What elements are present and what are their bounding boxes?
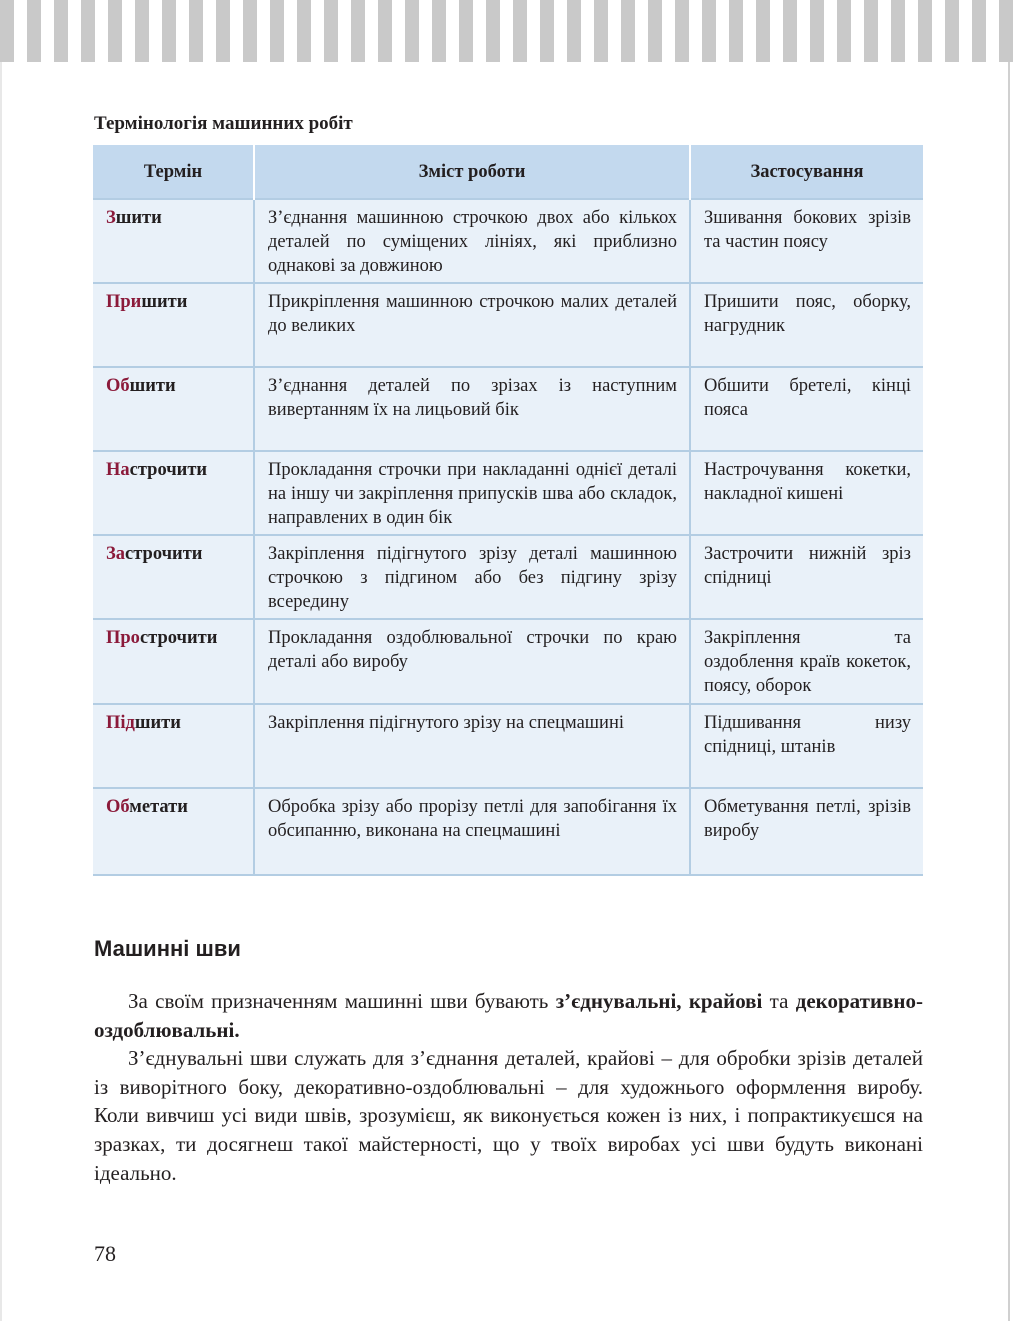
term-rest: строчити bbox=[139, 628, 218, 648]
term-rest: шити bbox=[129, 376, 176, 396]
page-edge-right bbox=[1008, 62, 1010, 1321]
term-prefix: На bbox=[106, 460, 130, 480]
term-prefix: Об bbox=[106, 376, 130, 396]
term-cell bbox=[93, 535, 254, 619]
table-row bbox=[93, 535, 923, 619]
page-number: 78 bbox=[94, 1241, 116, 1266]
application-cell: Зшивання бокових зрізів та частин поясу bbox=[690, 199, 923, 283]
description-cell: Закріплення підігнутого зрізу на спецмашині bbox=[254, 704, 690, 788]
bold-term: декоративно-оздоблювальні. bbox=[94, 989, 923, 1042]
paragraph-text: За своїм призначенням машинні шви бувають bbox=[128, 989, 556, 1013]
application-cell: Застрочити нижній зріз спідниці bbox=[690, 535, 923, 619]
description-cell: Закріплення підігнутого зрізу деталі машинною строчкою з підгином або без підгину зрізу всередину bbox=[254, 535, 690, 619]
table-row bbox=[93, 704, 923, 788]
application-cell: Обметування петлі, зрізів виробу bbox=[690, 788, 923, 875]
application-cell: Обшити бретелі, кінці пояса bbox=[690, 367, 923, 451]
header-application: Застосування bbox=[690, 145, 923, 199]
application-cell: Пришити пояс, оборку, нагрудник bbox=[690, 283, 923, 367]
term-cell bbox=[93, 619, 254, 704]
term-cell bbox=[93, 283, 254, 367]
term-prefix: Під bbox=[106, 713, 135, 733]
term-prefix: При bbox=[106, 292, 142, 312]
section-heading: Машинні шви bbox=[94, 936, 241, 961]
application-cell: Підшивання низу спідниці, штанів bbox=[690, 704, 923, 788]
description-cell: З’єднання деталей по зрізах із наступним вивертанням їх на лицьовий бік bbox=[254, 367, 690, 451]
paragraph-text: та bbox=[762, 989, 796, 1013]
term-prefix: Про bbox=[106, 628, 140, 648]
term-rest: шити bbox=[141, 292, 188, 312]
application-cell: Настрочування кокетки, накладної кишені bbox=[690, 451, 923, 535]
table-row bbox=[93, 451, 923, 535]
bold-term: з’єднувальні, крайові bbox=[555, 989, 763, 1013]
header-term: Термін bbox=[93, 145, 254, 199]
term-rest: метати bbox=[129, 797, 188, 817]
description-cell: З’єднання машинною строчкою двох або кількох деталей по суміщених лініях, які приблизно однакові за довжиною bbox=[254, 199, 690, 283]
application-cell: Закріплення та оздоблення країв кокеток, поясу, оборок bbox=[690, 619, 923, 704]
table-row bbox=[93, 788, 923, 875]
term-prefix: З bbox=[106, 208, 116, 228]
term-cell bbox=[93, 367, 254, 451]
table-row bbox=[93, 367, 923, 451]
term-rest: шити bbox=[134, 713, 181, 733]
description-cell: Прикріплення машинною строчкою малих деталей до великих bbox=[254, 283, 690, 367]
decorative-top-border bbox=[0, 0, 1014, 62]
term-prefix: За bbox=[106, 544, 126, 564]
paragraph: З’єднувальні шви служать для з’єднання деталей, крайові – для обробки зрізів деталей із виворітного боку, декоративно-оздоблювальні – для художнього оформлення виробу. Коли вивчиш усі види швів, зрозумієш, як виконується кожен із них, і попрактикуєшся на зразках, ти досягнеш такої майстерності, що у твоїх виробах усі шви будуть виконані ідеально. bbox=[94, 1046, 923, 1185]
term-rest: шити bbox=[115, 208, 162, 228]
term-cell bbox=[93, 704, 254, 788]
table-row bbox=[93, 619, 923, 704]
description-cell: Прокладання оздоблювальної строчки по краю деталі або виробу bbox=[254, 619, 690, 704]
terminology-table bbox=[93, 145, 923, 876]
term-rest: строчити bbox=[129, 460, 208, 480]
header-description: Зміст роботи bbox=[254, 145, 690, 199]
table-row bbox=[93, 283, 923, 367]
body-text bbox=[94, 987, 923, 1187]
page-edge-left bbox=[0, 62, 2, 1321]
term-cell bbox=[93, 788, 254, 875]
term-prefix: Об bbox=[106, 797, 130, 817]
term-cell bbox=[93, 451, 254, 535]
table-row bbox=[93, 199, 923, 283]
table-title: Термінологія машинних робіт bbox=[94, 113, 353, 134]
term-rest: строчити bbox=[125, 544, 203, 564]
term-cell bbox=[93, 199, 254, 283]
description-cell: Прокладання строчки при накладанні однієї деталі на іншу чи закріплення припусків шва або складок, направлених в один бік bbox=[254, 451, 690, 535]
description-cell: Обробка зрізу або прорізу петлі для запобігання їх обсипанню, виконана на спецмашині bbox=[254, 788, 690, 875]
table-header-row bbox=[93, 145, 923, 199]
paragraph bbox=[94, 987, 923, 1044]
